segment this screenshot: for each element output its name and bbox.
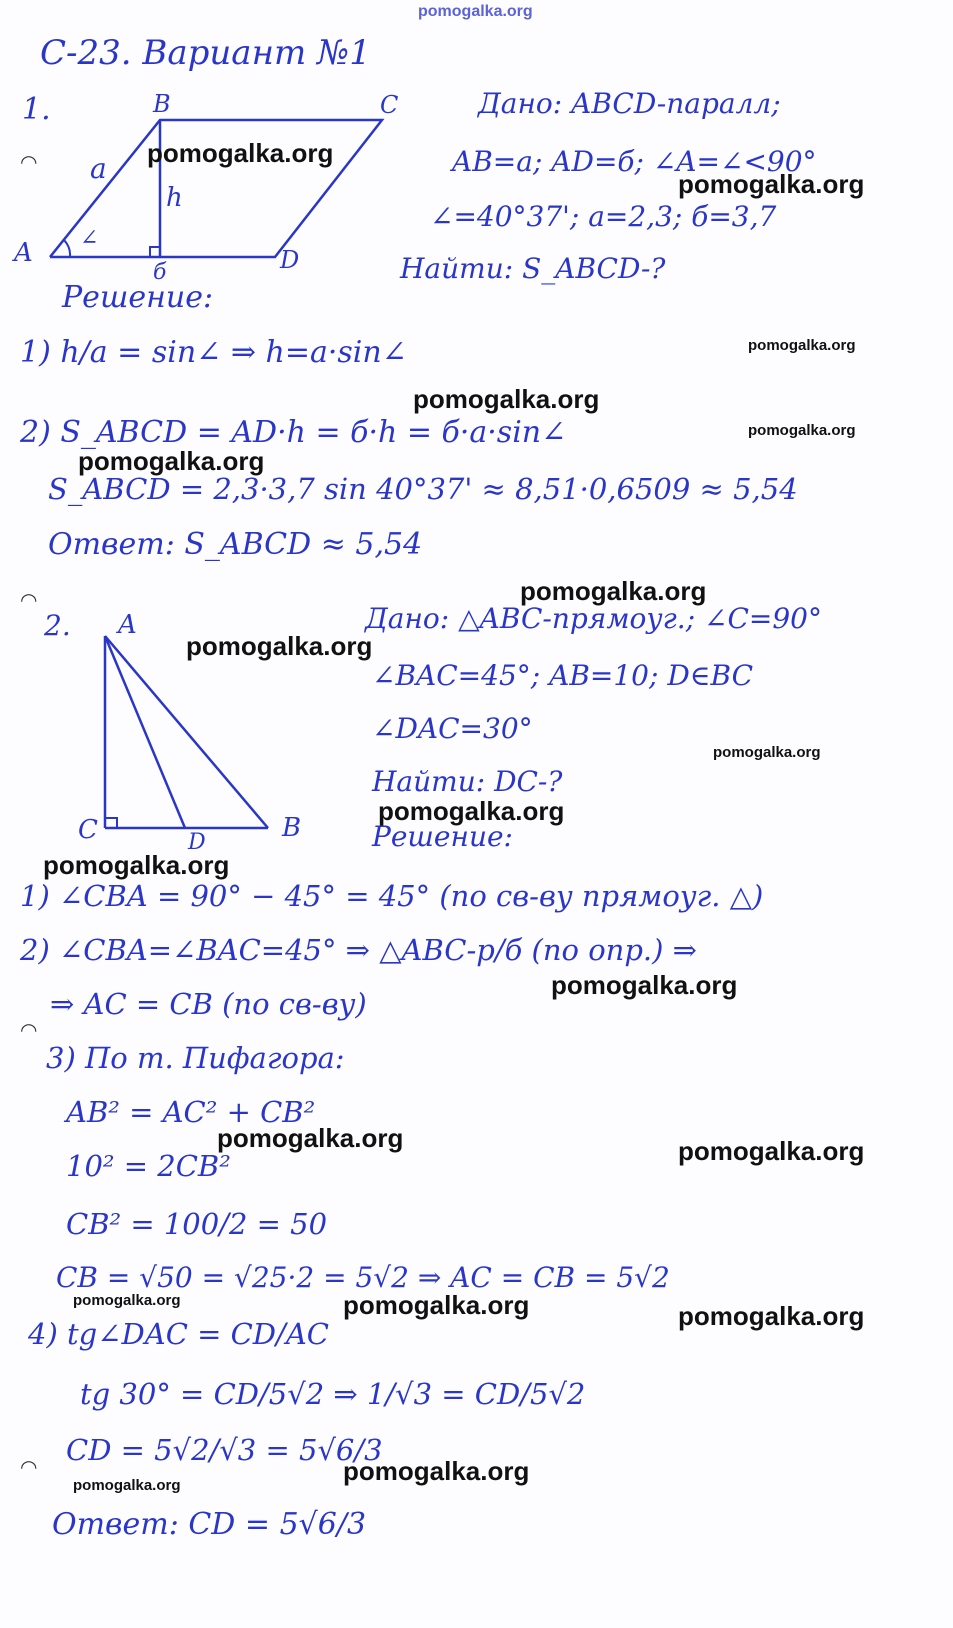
watermark: pomogalka.org: [147, 138, 334, 168]
p2-given-line2: ∠BAC=45°; AB=10; D∈BC: [372, 659, 754, 692]
p2-label-A: A: [118, 610, 137, 640]
header-watermark: pomogalka.org: [418, 3, 533, 20]
p2-step4-line2: CD = 5√2/√3 = 5√6/3: [66, 1433, 383, 1467]
watermark: pomogalka.org: [678, 169, 865, 199]
p1-label-D: D: [280, 246, 300, 274]
problem2-number: 2.: [44, 609, 71, 642]
watermark: pomogalka.org: [186, 631, 373, 661]
p2-step3-line1: AB² = AC² + CB²: [66, 1095, 316, 1129]
p2-given-line1: Дано: △ABC-прямоуг.; ∠C=90°: [365, 602, 822, 635]
p2-step1: 1) ∠CBA = 90° − 45° = 45° (по св-ву прямоуг. △): [20, 879, 764, 913]
p1-step1: 1) h/a = sin∠ ⇒ h=a·sin∠: [20, 335, 407, 370]
p1-label-C: C: [380, 91, 399, 119]
p2-step3-line3: CB² = 100/2 = 50: [66, 1207, 328, 1241]
p2-step3: 3) По т. Пифагора:: [46, 1041, 345, 1075]
p1-given-line2: AB=a; AD=б; ∠A=∠<90°: [452, 145, 817, 178]
p2-step3-line4: CB = √50 = √25·2 = 5√2 ⇒ AC = CB = 5√2: [56, 1261, 670, 1294]
watermark: pomogalka.org: [43, 850, 230, 880]
p2-solution-title: Решение:: [372, 820, 513, 853]
watermark: pomogalka.org: [73, 1477, 181, 1494]
watermark: pomogalka.org: [413, 384, 600, 414]
margin-mark: ◠: [20, 150, 38, 174]
watermark: pomogalka.org: [343, 1456, 530, 1486]
p1-label-B: B: [153, 90, 171, 118]
p1-label-angle: ∠: [80, 226, 99, 251]
p1-step3: S_ABCD = 2,3·3,7 sin 40°37' ≈ 8,51·0,6509 ≈ 5,54: [48, 472, 798, 506]
p2-answer: Ответ: CD = 5√6/3: [52, 1507, 367, 1542]
watermark: pomogalka.org: [217, 1123, 404, 1153]
p1-given-line3: ∠=40°37'; a=2,3; б=3,7: [430, 200, 777, 233]
p2-step2b: ⇒ AC = CB (по св-ву): [50, 987, 367, 1021]
p2-find: Найти: DC-?: [372, 765, 563, 798]
watermark: pomogalka.org: [678, 1301, 865, 1331]
margin-mark: ◠: [20, 588, 38, 612]
watermark: pomogalka.org: [551, 970, 738, 1000]
problem1-number: 1.: [22, 92, 51, 127]
p1-find: Найти: S_ABCD-?: [400, 252, 666, 285]
watermark: pomogalka.org: [678, 1136, 865, 1166]
page-title: С-23. Вариант №1: [40, 33, 371, 73]
p2-step4-line1: tg 30° = CD/5√2 ⇒ 1/√3 = CD/5√2: [80, 1377, 586, 1411]
p1-label-foot: б: [153, 260, 167, 285]
p2-step2: 2) ∠CBA=∠BAC=45° ⇒ △ABC-р/б (по опр.) ⇒: [20, 933, 697, 967]
p1-label-h: h: [166, 183, 183, 213]
p2-step3-line2: 10² = 2CB²: [66, 1149, 231, 1183]
p2-given-line3: ∠DAC=30°: [372, 712, 533, 745]
margin-mark: ◠: [20, 1018, 38, 1042]
p1-solution-title: Решение:: [62, 280, 214, 315]
p1-answer: Ответ: S_ABCD ≈ 5,54: [48, 527, 423, 562]
p1-label-A: A: [14, 238, 33, 268]
p2-label-C: C: [78, 815, 98, 845]
watermark: pomogalka.org: [378, 796, 565, 826]
watermark: pomogalka.org: [748, 422, 856, 439]
watermark: pomogalka.org: [520, 576, 707, 606]
watermark: pomogalka.org: [748, 337, 856, 354]
p2-step4: 4) tg∠DAC = CD/AC: [28, 1317, 329, 1351]
p1-label-a: a: [90, 152, 107, 185]
watermark: pomogalka.org: [73, 1292, 181, 1309]
watermark: pomogalka.org: [343, 1290, 530, 1320]
margin-mark: ◠: [20, 1455, 38, 1479]
p2-label-B: B: [282, 813, 302, 843]
watermark: pomogalka.org: [713, 744, 821, 761]
watermark: pomogalka.org: [78, 446, 265, 476]
p1-given-line1: Дано: ABCD-паралл;: [478, 87, 781, 120]
p1-step2: 2) S_ABCD = AD·h = б·h = б·a·sin∠: [20, 415, 567, 450]
p2-label-D: D: [188, 830, 206, 855]
